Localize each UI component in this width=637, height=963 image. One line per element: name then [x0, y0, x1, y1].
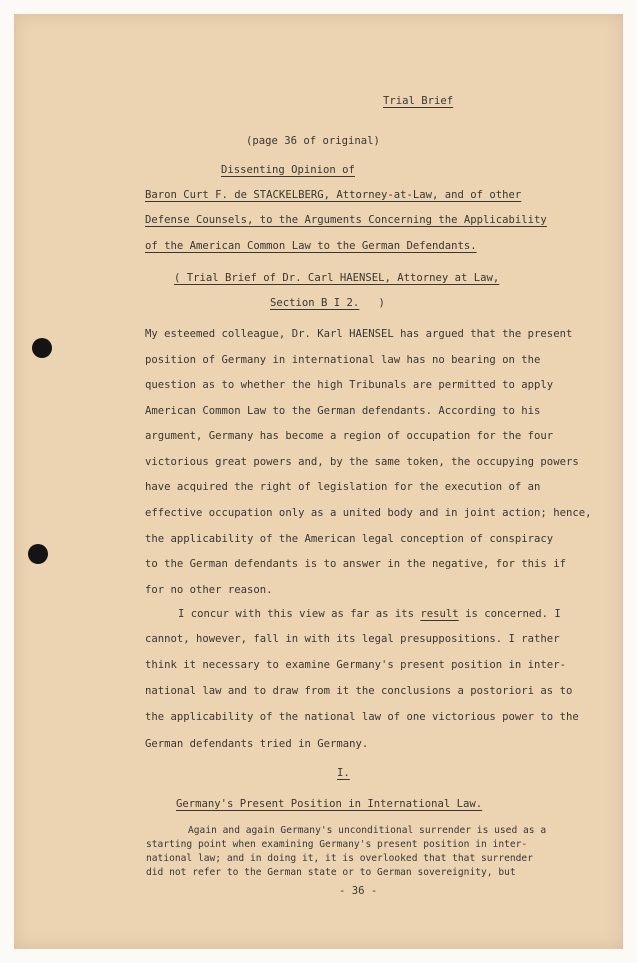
para1-line: argument, Germany has become a region of occupation for the four: [145, 430, 554, 442]
section-reference: Section B I 2.: [270, 297, 360, 309]
heading-line-5: ( Trial Brief of Dr. Carl HAENSEL, Attorney at Law,: [174, 272, 500, 284]
para2-line: the applicability of the national law of one victorious power to the: [145, 711, 579, 723]
para1-line: to the German defendants is to answer in the negative, for this if: [145, 558, 566, 570]
heading-line-2: Baron Curt F. de STACKELBERG, Attorney-at-Law, and of other: [145, 189, 522, 201]
para2-line: German defendants tried in Germany.: [145, 738, 369, 750]
page-reference: (page 36 of original): [246, 135, 380, 147]
para1-line: effective occupation only as a united body and in joint action; hence,: [145, 507, 592, 519]
para1-line: My esteemed colleague, Dr. Karl HAENSEL has argued that the present: [145, 328, 573, 340]
para1-line: for no other reason.: [145, 584, 273, 596]
heading-line-6: Section B I 2. ): [270, 297, 385, 309]
heading-line-3: Defense Counsels, to the Arguments Concerning the Applicability: [145, 214, 547, 226]
binder-hole-top: [32, 338, 52, 358]
emphasis-result: result: [420, 608, 459, 620]
para3-line: starting point when examining Germany's present position in inter-: [146, 839, 528, 850]
page-number: - 36 -: [339, 885, 378, 897]
para2-line: cannot, however, fall in with its legal presuppositions. I rather: [145, 633, 560, 645]
para1-line: question as to whether the high Tribunals are permitted to apply: [145, 379, 554, 391]
para2-line: think it necessary to examine Germany's present position in inter-: [145, 659, 566, 671]
para1-line: victorious great powers and, by the same token, the occupying powers: [145, 456, 579, 468]
para3-line: national law; and in doing it, it is overlooked that that surrender: [146, 853, 533, 864]
trial-brief-header: Trial Brief: [383, 95, 454, 107]
para3-line: did not refer to the German state or to German sovereignity, but: [146, 867, 516, 878]
section-number: I.: [337, 767, 350, 779]
para1-line: the applicability of the American legal conception of conspiracy: [145, 533, 554, 545]
section-title: Germany's Present Position in International Law.: [176, 798, 483, 810]
heading-line-4: of the American Common Law to the German Defendants.: [145, 240, 477, 252]
para1-line: position of Germany in international law has no bearing on the: [145, 354, 541, 366]
heading-line-1: Dissenting Opinion of: [221, 164, 355, 176]
para1-line: have acquired the right of legislation for the execution of an: [145, 481, 541, 493]
para2-line: national law and to draw from it the conclusions a postoriori as to: [145, 685, 573, 697]
para2-line: I concur with this view as far as its result is concerned. I: [178, 608, 561, 620]
para3-line: Again and again Germany's unconditional surrender is used as a: [188, 825, 547, 836]
binder-hole-bottom: [28, 544, 48, 564]
para1-line: American Common Law to the German defendants. According to his: [145, 405, 541, 417]
